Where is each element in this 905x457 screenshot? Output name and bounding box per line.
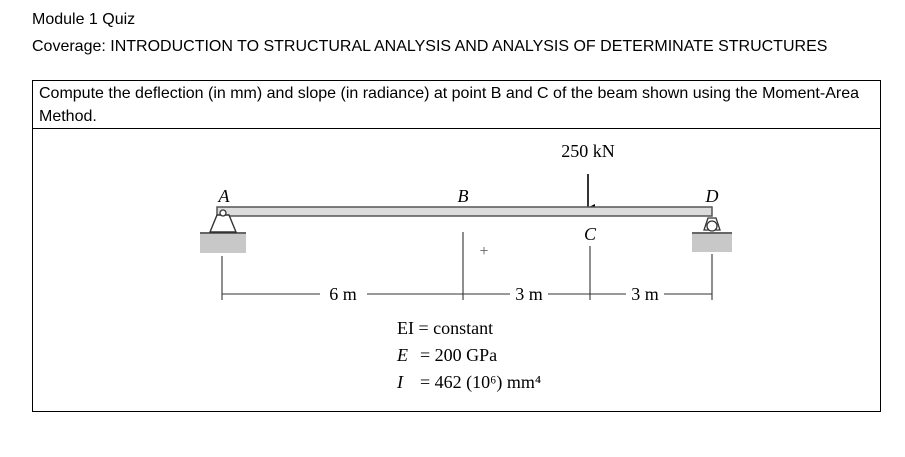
i-value: = 462 (10⁶) mm⁴ [420, 372, 542, 392]
dim-ab-label: 6 m [329, 284, 357, 304]
question-text: Compute the deflection (in mm) and slope (in radiance) at point B and C of the beam shown using the Moment-Area Method. [39, 85, 859, 125]
point-c-label: C [583, 224, 597, 244]
e-value: = 200 GPa [420, 345, 498, 365]
e-symbol: E [397, 345, 408, 365]
point-d-label: D [705, 186, 719, 206]
centroid-mark: + [479, 243, 489, 260]
beam [217, 207, 712, 216]
quiz-title: Module 1 Quiz [32, 11, 136, 28]
roller-support-d [692, 218, 732, 252]
i-symbol: I [397, 372, 403, 392]
ei-constant: EI = constant [397, 318, 494, 338]
point-b-label: B [457, 186, 469, 206]
load-label: 250 kN [561, 141, 615, 161]
dim-cd-label: 3 m [631, 284, 659, 304]
dim-bc-label: 3 m [515, 284, 543, 304]
point-a-label: A [218, 186, 230, 206]
quiz-coverage: Coverage: INTRODUCTION TO STRUCTURAL ANALYSIS AND ANALYSIS OF DETERMINATE STRUCTURES [32, 38, 828, 55]
